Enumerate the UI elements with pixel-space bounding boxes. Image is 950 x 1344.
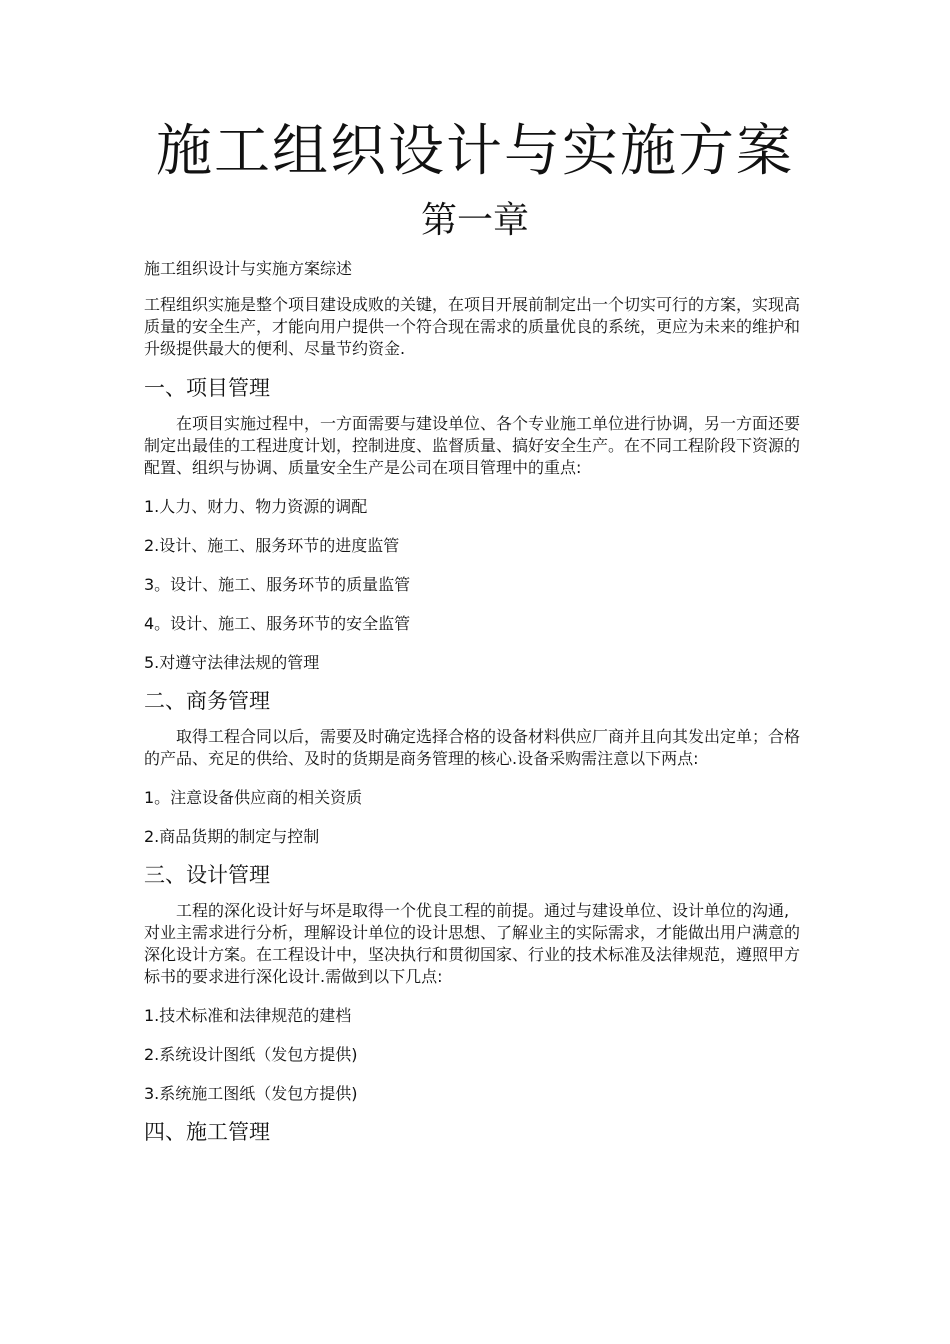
overview-paragraph: 工程组织实施是整个项目建设成败的关键，在项目开展前制定出一个切实可行的方案，实现高质量的安全生产，才能向用户提供一个符合现在需求的质量优良的系统，更应为未来的维护和升级提供最大的便利、尽量节约资金. — [144, 295, 801, 358]
list-item: 1.技术标准和法律规范的建档 — [144, 1006, 352, 1025]
list-item: 3。设计、施工、服务环节的质量监管 — [144, 575, 411, 594]
list-item: 1.人力、财力、物力资源的调配 — [144, 497, 368, 516]
list-item: 2.商品货期的制定与控制 — [144, 827, 320, 846]
document-title: 施工组织设计与实施方案 — [156, 119, 794, 184]
list-item: 3.系统施工图纸（发包方提供) — [144, 1084, 358, 1103]
overview-heading: 施工组织设计与实施方案综述 — [144, 259, 353, 278]
list-item: 2.设计、施工、服务环节的进度监管 — [144, 536, 400, 555]
document-body — [144, 258, 804, 1147]
section-heading-design-management: 三、设计管理 — [144, 863, 270, 887]
section-paragraph: 工程的深化设计好与坏是取得一个优良工程的前提。通过与建设单位、设计单位的沟通,对业主需求进行分析，理解设计单位的设计思想、了解业主的实际需求，才能做出用户满意的深化设计方案。在工程设计中，坚决执行和贯彻国家、行业的技术标准及法律规范，遵照甲方标书的要求进行深化设计.需做到以下几点: — [144, 901, 801, 986]
list-item: 2.系统设计图纸（发包方提供) — [144, 1045, 358, 1064]
section-paragraph: 取得工程合同以后，需要及时确定选择合格的设备材料供应厂商并且向其发出定单；合格的产品、充足的供给、及时的货期是商务管理的核心.设备采购需注意以下两点: — [144, 727, 801, 768]
list-item: 5.对遵守法律法规的管理 — [144, 653, 320, 672]
section-paragraph: 在项目实施过程中，一方面需要与建设单位、各个专业施工单位进行协调，另一方面还要制定出最佳的工程进度计划，控制进度、监督质量、搞好安全生产。在不同工程阶段下资源的配置、组织与协调、质量安全生产是公司在项目管理中的重点: — [144, 414, 801, 477]
list-item: 1。注意设备供应商的相关资质 — [144, 788, 363, 807]
section-heading-construction-management: 四、施工管理 — [144, 1120, 270, 1144]
list-item: 4。设计、施工、服务环节的安全监管 — [144, 614, 411, 633]
section-heading-business-management: 二、商务管理 — [144, 689, 270, 713]
chapter-heading: 第一章 — [420, 200, 529, 241]
section-heading-project-management: 一、项目管理 — [144, 376, 270, 400]
